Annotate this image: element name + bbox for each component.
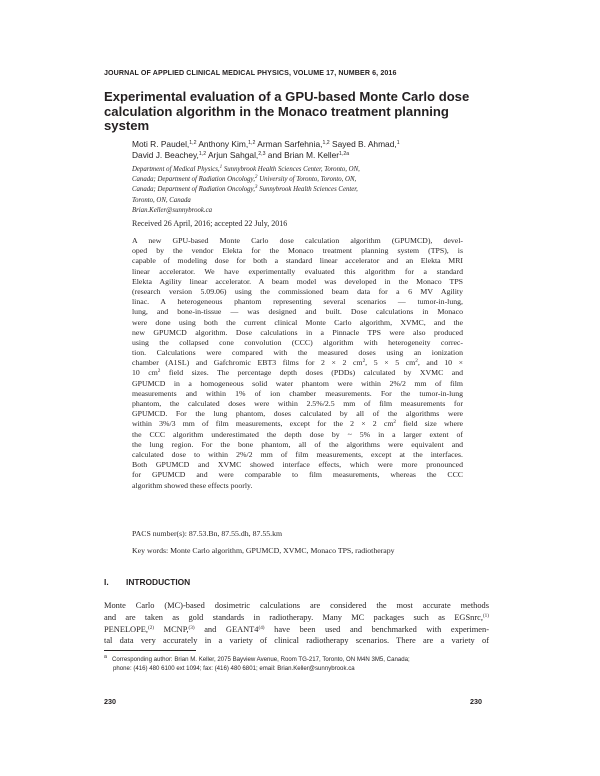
footnote-line: phone: (416) 480 6100 ext 1094; fax: (416) 480 6801; email: Brian.Keller@sunnybrook.ca [113,665,355,673]
abstract-line: linac. A heterogeneous phantom representing several scenarios — tumor-in-lung, [132,297,463,307]
abstract-line: Both GPUMCD and XVMC showed interface effects, which were more pronounced [132,460,463,470]
keywords: Key words: Monte Carlo algorithm, GPUMCD, XVMC, Monaco TPS, radiotherapy [132,546,395,555]
abstract-line: Elekta Agility linear accelerator. A beam model was developed in the Monaco TPS [132,276,463,286]
section-heading-introduction [104,577,190,587]
abstract-text: within 3%/3 mm of film measurements, except for the 2 × 2 cm [132,419,394,429]
author-name: Moti R. Paudel, [132,139,190,149]
affiliation-marker: 3 [254,184,258,191]
body-line: Monte Carlo (MC)-based dosimetric calculations are considered the most accurate methods [104,601,489,610]
abstract-line: (research version 5.09.06) using the commissioned beam data for a 6 MV Agility [132,286,463,296]
superscript: 2 [157,368,161,375]
affiliations [132,165,462,216]
citation-marker[interactable]: (3) [188,624,195,631]
abstract-line [132,368,463,378]
abstract-text: field sizes. The percentage depth doses (PDDs) calculated by XVMC and [160,368,463,378]
body-text: and GEANT4 [194,624,259,634]
pacs-numbers: PACS number(s): 87.53.Bn, 87.55.dh, 87.55.km [132,529,283,538]
abstract-line: for GPUMCD and were comparable to film measurements, whereas the CCC [132,470,463,480]
author-affiliation-marker: 1,2a [339,151,350,157]
author-name: and Brian M. Keller [265,150,340,160]
superscript: 2 [415,358,418,365]
abstract-line: capable of modeling dose for both a standard linear accelerator and an Elekta MRI [132,256,463,266]
abstract-line: phantom, the calculated doses were within 2.5%/2.5 mm of film measurements for [132,399,463,408]
footnote-marker: a [104,654,107,660]
abstract-text: 10 cm [132,368,158,378]
abstract-line: GPUMCD in a homogeneous solid water phantom were within 2%/2 mm of film [132,378,463,388]
abstract-line: A new GPU-based Monte Carlo dose calculation algorithm (GPUMCD), devel- [132,236,463,245]
author-name: Arjun Sahgal, [206,150,259,160]
paper-title: Experimental evaluation of a GPU-based Monte Carlo dose calculation algorithm in the Monaco treatment planning system [104,89,470,134]
body-line [104,612,489,624]
abstract-line: tion. Calculations were compared with the measured doses using an ionization [132,348,463,358]
abstract-line [132,419,463,429]
author-line-1 [132,139,462,150]
page-number-right: 230 [470,697,482,706]
author-list [132,139,462,161]
section-title: INTRODUCTION [126,577,191,587]
affiliation-text: Canada; Department of Radiation Oncology, [132,186,255,194]
introduction-paragraph [104,600,489,647]
affiliation-line: Toronto, ON, Canada [132,196,191,204]
received-dates: Received 26 April, 2016; accepted 22 July, 2016 [132,219,288,228]
author-name: Arman Sarfehnia, [255,139,323,149]
footnote-line [104,655,489,664]
abstract-text: field size where [396,419,463,429]
abstract-line: algorithm showed these effects poorly. [132,480,253,490]
affiliation-line [132,175,462,185]
abstract-line: were done using both the current clinical Monte Carlo algorithm, XVMC, and the [132,317,463,327]
abstract-line: measurements and within 1% of ion chamber measurements. For the tumor-in-lung [132,388,463,398]
body-line: tal data very accurately in a variety of clinical radiotherapy scenarios. There are a variety of [104,636,489,646]
abstract-line: the lung region. For the bone phantom, all of the algorithms were equivalent and [132,439,463,449]
citation-marker[interactable]: (1) [482,612,489,619]
journal-header: JOURNAL OF APPLIED CLINICAL MEDICAL PHYSICS, VOLUME 17, NUMBER 6, 2016 [104,69,397,77]
abstract-line: linear accelerator. We have experimentally evaluated this algorithm for a standard [132,266,463,276]
footnote-text: Corresponding author: Brian M. Keller, 2075 Bayview Avenue, Room TG-217, Toronto, ON M4N 3M5, Canada; [111,656,410,663]
body-text: PENELOPE, [104,624,148,634]
affiliation-marker: 1 [219,164,223,170]
author-affiliation-marker: 1,2 [248,140,256,146]
superscript: 2 [362,358,366,365]
footnote-divider [104,650,196,651]
abstract [132,236,463,491]
affiliation-text: University of Toronto, Toronto, ON, [257,176,357,184]
abstract-line: oped by the vendor Elekta for the Monaco treatment planning system (TPS), is [132,246,463,256]
abstract-text: chamber (A1SL) and Gafchromic EBT3 films for 2 × 2 cm [132,358,363,368]
section-number: I. [104,577,109,587]
body-text: have been used and benchmarked with experimen- [264,624,489,634]
abstract-line: the CCC algorithm underestimated the depth dose by ~ 5% in a larger extent of [132,429,463,439]
abstract-line [132,358,463,368]
author-name: Anthony Kim, [196,139,249,149]
abstract-line: using the collapsed cone convolution (CCC) algorithm with heterogeneity correc- [132,337,463,347]
affiliation-text: Department of Medical Physics, [132,166,220,173]
page-number-left: 230 [104,697,116,706]
body-text: and are taken as gold standards in radiotherapy. Many MC packages such as EGSnrc, [104,612,483,622]
author-name: David J. Beachey, [132,150,199,160]
affiliation-line [132,165,462,175]
abstract-line: lung, and bone-in-tissue — was designed and built. Dose calculations in Monaco [132,307,463,317]
affiliation-text: Canada; Department of Radiation Oncology, [132,176,255,184]
body-text: MCNP, [154,624,189,634]
abstract-line: GPUMCD. For the lung phantom, doses calculated by all of the algorithms were [132,409,463,419]
citation-marker[interactable]: (2) [147,624,155,631]
abstract-line: new GPUMCD algorithm. Dose calculations in a Pinnacle TPS were also produced [132,327,463,337]
abstract-text: , 5 × 5 cm [365,358,416,368]
corresponding-author-footnote [104,655,489,674]
affiliation-line [132,185,462,195]
citation-marker[interactable]: (4) [258,624,265,631]
author-line-2 [132,150,462,161]
affiliation-text: Sunnybrook Health Sciences Center, Toronto, ON, [222,166,360,173]
abstract-text: , and 10 × [417,358,464,368]
author-affiliation-marker: 1,2 [189,140,197,146]
author-name: Sayed B. Ahmad, [329,139,397,149]
body-line [104,624,489,636]
affiliation-text: Sunnybrook Health Sciences Center, [257,186,358,194]
abstract-line: calculated dose to within 2%/2 mm of film measurements, except at the interfaces. [132,449,463,459]
author-affiliation-marker: 1 [396,140,400,146]
author-affiliation-marker: 1,2 [198,151,207,157]
author-affiliation-marker: 1,2 [322,140,330,146]
author-email[interactable]: Brian.Keller@sunnybrook.ca [132,206,212,214]
affiliation-marker: 2 [254,174,258,181]
superscript: 2 [393,419,396,426]
author-affiliation-marker: 2,3 [258,151,266,157]
